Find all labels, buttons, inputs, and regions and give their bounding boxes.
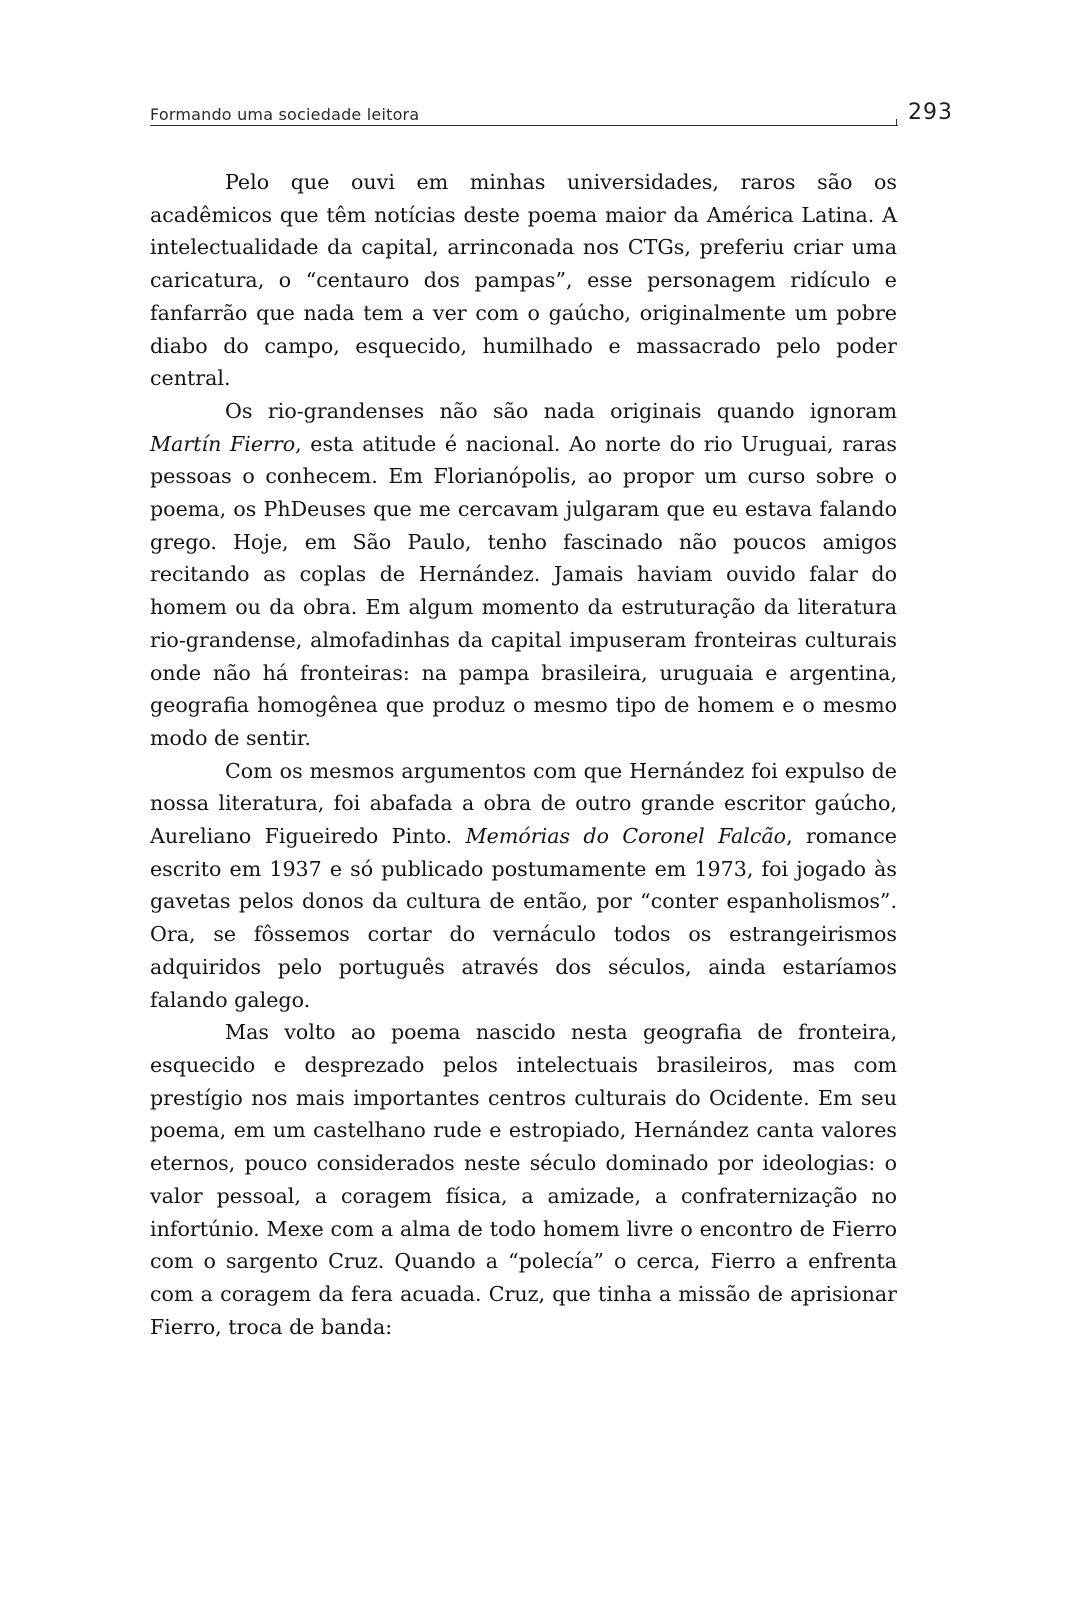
page-number: 293 [908, 100, 953, 125]
text-run: , romance escrito em 1937 e só publicado postumamente em 1973, foi jogado às gavetas pelos donos da cultura de então, por “conter espanholismos”. Ora, se fôssemos cortar do vernáculo todos os estrangeirismos adquiridos pelo português através dos séculos, ainda estaríamos falando galego. [150, 824, 897, 1012]
book-title-italic: Martín Fierro [150, 431, 296, 456]
text-run: Pelo que ouvi em minhas universidades, raros são os acadêmicos que têm notícias deste poema maior da América Latina. A intelectualidade da capital, arrinconada nos CTGs, preferiu criar uma caricatura, o “centauro dos pampas”, esse personagem ridículo e fanfarrão que nada tem a ver com o gaúcho, originalmente um pobre diabo do campo, esquecido, humilhado e massacrado pelo poder central. [150, 170, 897, 391]
body-text [150, 166, 897, 1343]
book-title-italic: Memórias do Coronel Falcão [465, 824, 787, 849]
paragraph-3 [150, 755, 897, 1017]
text-run: Mas volto ao poema nascido nesta geografia de fronteira, esquecido e desprezado pelos intelectuais brasileiros, mas com prestígio nos mais importantes centros culturais do Ocidente. Em seu poema, em um castelhano rude e estropiado, Hernández canta valores eternos, pouco considerados neste século dominado por ideologias: o valor pessoal, a coragem física, a amizade, a confraternização no infortúnio. Mexe com a alma de todo homem livre o encontro de Fierro com o sargento Cruz. Quando a “polecía” o cerca, Fierro a enfrenta com a coragem da fera acuada. Cruz, que tinha a missão de aprisionar Fierro, troca de banda: [150, 1020, 897, 1339]
header-rule-tick [896, 119, 897, 126]
paragraph-4 [150, 1016, 897, 1343]
running-header [150, 100, 960, 130]
paragraph-1 [150, 166, 897, 395]
text-run: Com os mesmos argumentos com que Hernández foi expulso de nossa literatura, foi abafada a obra de outro grande escritor gaúcho, Aureliano Figueiredo Pinto. [150, 758, 897, 849]
paragraph-2 [150, 395, 897, 755]
text-run: , esta atitude é nacional. Ao norte do rio Uruguai, raras pessoas o conhecem. Em Florianópolis, ao propor um curso sobre o poema, os PhDeuses que me cercavam julgaram que eu estava falando grego. Hoje, em São Paulo, tenho fascinado não poucos amigos recitando as coplas de Hernández. Jamais haviam ouvido falar do homem ou da obra. Em algum momento da estruturação da literatura rio-grandense, almofadinhas da capital impuseram fronteiras culturais onde não há fronteiras: na pampa brasileira, uruguaia e argentina, geografia homogênea que produz o mesmo tipo de homem e o mesmo modo de sentir. [150, 431, 898, 750]
running-title: Formando uma sociedade leitora [150, 105, 420, 124]
header-rule [150, 125, 898, 126]
text-run: Os rio-grandenses não são nada originais quando ignoram [225, 398, 897, 423]
